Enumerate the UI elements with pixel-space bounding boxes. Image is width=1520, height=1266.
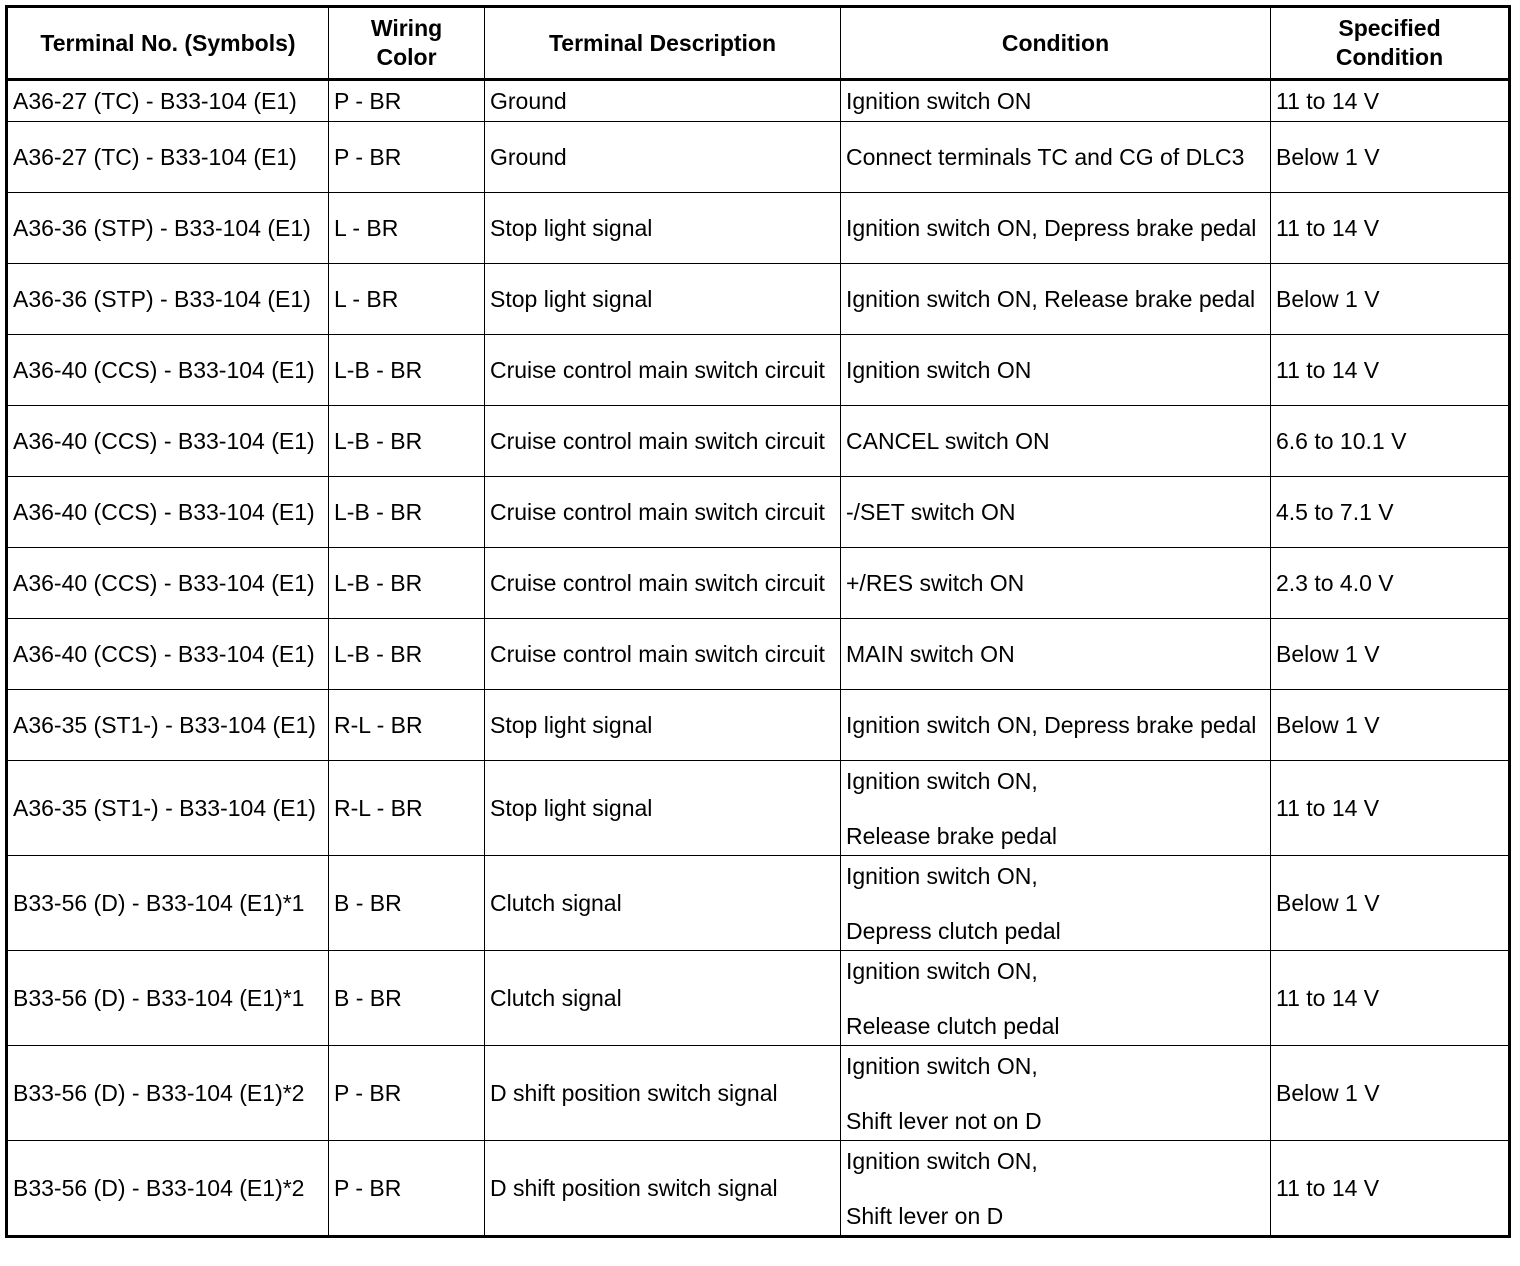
terminal-cell: A36-40 (CCS) - B33-104 (E1)	[7, 477, 329, 548]
specified-cell: Below 1 V	[1271, 122, 1510, 193]
description-cell: Stop light signal	[485, 193, 841, 264]
condition-cell: CANCEL switch ON	[841, 406, 1271, 477]
description-cell: Clutch signal	[485, 856, 841, 951]
condition-cell: Ignition switch ON	[841, 80, 1271, 122]
specified-cell: 2.3 to 4.0 V	[1271, 548, 1510, 619]
description-cell: Cruise control main switch circuit	[485, 335, 841, 406]
wiring-cell: P - BR	[329, 122, 485, 193]
wiring-cell: P - BR	[329, 1141, 485, 1237]
condition-line-1: Ignition switch ON,	[846, 1147, 1038, 1174]
wiring-cell: L - BR	[329, 193, 485, 264]
terminal-cell: A36-40 (CCS) - B33-104 (E1)	[7, 335, 329, 406]
wiring-cell: B - BR	[329, 856, 485, 951]
header-specified-line2: Condition	[1335, 44, 1444, 70]
header-description: Terminal Description	[485, 7, 841, 80]
specified-cell: 11 to 14 V	[1271, 80, 1510, 122]
terminal-cell: A36-35 (ST1-) - B33-104 (E1)	[7, 761, 329, 856]
specified-cell: Below 1 V	[1271, 856, 1510, 951]
condition-line-1: Ignition switch ON,	[846, 767, 1038, 794]
terminal-spec-table	[5, 5, 1511, 1238]
table-row	[7, 122, 1510, 193]
table-row	[7, 264, 1510, 335]
wiring-cell: L-B - BR	[329, 477, 485, 548]
terminal-cell: A36-27 (TC) - B33-104 (E1)	[7, 80, 329, 122]
table-row	[7, 548, 1510, 619]
specified-cell: 11 to 14 V	[1271, 761, 1510, 856]
wiring-cell: P - BR	[329, 80, 485, 122]
condition-cell: -/SET switch ON	[841, 477, 1271, 548]
table-row	[7, 80, 1510, 122]
table-row	[7, 406, 1510, 477]
table-row	[7, 1141, 1510, 1237]
description-cell: Stop light signal	[485, 761, 841, 856]
specified-cell: Below 1 V	[1271, 264, 1510, 335]
description-cell: Cruise control main switch circuit	[485, 548, 841, 619]
description-cell: Cruise control main switch circuit	[485, 619, 841, 690]
specified-cell: Below 1 V	[1271, 1046, 1510, 1141]
terminal-cell: B33-56 (D) - B33-104 (E1)*1	[7, 856, 329, 951]
specified-cell: 11 to 14 V	[1271, 951, 1510, 1046]
description-cell: Ground	[485, 80, 841, 122]
condition-cell: MAIN switch ON	[841, 619, 1271, 690]
terminal-cell: B33-56 (D) - B33-104 (E1)*2	[7, 1141, 329, 1237]
table-row	[7, 619, 1510, 690]
description-cell: Cruise control main switch circuit	[485, 477, 841, 548]
description-cell: Ground	[485, 122, 841, 193]
condition-cell	[841, 1046, 1271, 1141]
description-cell: D shift position switch signal	[485, 1046, 841, 1141]
header-row	[7, 7, 1510, 80]
table-body	[7, 80, 1510, 1237]
wiring-cell: R-L - BR	[329, 690, 485, 761]
header-condition: Condition	[841, 7, 1271, 80]
terminal-cell: A36-40 (CCS) - B33-104 (E1)	[7, 406, 329, 477]
table-row	[7, 951, 1510, 1046]
header-wiring-color	[329, 7, 485, 80]
terminal-cell: A36-40 (CCS) - B33-104 (E1)	[7, 619, 329, 690]
description-cell: Cruise control main switch circuit	[485, 406, 841, 477]
condition-cell	[841, 951, 1271, 1046]
header-wiring-line1: Wiring	[370, 15, 443, 41]
terminal-cell: A36-40 (CCS) - B33-104 (E1)	[7, 548, 329, 619]
specified-cell: 6.6 to 10.1 V	[1271, 406, 1510, 477]
wiring-cell: R-L - BR	[329, 761, 485, 856]
condition-cell: Ignition switch ON, Depress brake pedal	[841, 690, 1271, 761]
table-header	[7, 7, 1510, 80]
table-row	[7, 856, 1510, 951]
wiring-cell: B - BR	[329, 951, 485, 1046]
wiring-cell: L-B - BR	[329, 548, 485, 619]
condition-line-2: Release brake pedal	[846, 822, 1057, 849]
terminal-cell: A36-36 (STP) - B33-104 (E1)	[7, 193, 329, 264]
wiring-cell: L-B - BR	[329, 335, 485, 406]
specified-cell: Below 1 V	[1271, 690, 1510, 761]
terminal-cell: B33-56 (D) - B33-104 (E1)*1	[7, 951, 329, 1046]
condition-line-2: Depress clutch pedal	[846, 917, 1061, 944]
header-specified-condition	[1271, 7, 1510, 80]
table-row	[7, 690, 1510, 761]
condition-cell: +/RES switch ON	[841, 548, 1271, 619]
condition-cell	[841, 761, 1271, 856]
specified-cell: 11 to 14 V	[1271, 1141, 1510, 1237]
description-cell: Stop light signal	[485, 690, 841, 761]
terminal-cell: B33-56 (D) - B33-104 (E1)*2	[7, 1046, 329, 1141]
condition-line-1: Ignition switch ON,	[846, 957, 1038, 984]
wiring-cell: L - BR	[329, 264, 485, 335]
condition-line-1: Ignition switch ON,	[846, 1052, 1038, 1079]
table-row	[7, 335, 1510, 406]
header-wiring-line2: Color	[376, 44, 437, 70]
condition-cell: Ignition switch ON, Depress brake pedal	[841, 193, 1271, 264]
condition-cell	[841, 1141, 1271, 1237]
description-cell: Stop light signal	[485, 264, 841, 335]
table-row	[7, 193, 1510, 264]
header-terminal: Terminal No. (Symbols)	[7, 7, 329, 80]
table-row	[7, 1046, 1510, 1141]
specified-cell: 11 to 14 V	[1271, 335, 1510, 406]
condition-cell	[841, 856, 1271, 951]
description-cell: D shift position switch signal	[485, 1141, 841, 1237]
condition-line-2: Shift lever not on D	[846, 1107, 1042, 1134]
condition-cell: Connect terminals TC and CG of DLC3	[841, 122, 1271, 193]
description-cell: Clutch signal	[485, 951, 841, 1046]
table-row	[7, 477, 1510, 548]
specified-cell: 4.5 to 7.1 V	[1271, 477, 1510, 548]
wiring-cell: L-B - BR	[329, 406, 485, 477]
condition-line-2: Shift lever on D	[846, 1202, 1004, 1229]
condition-cell: Ignition switch ON, Release brake pedal	[841, 264, 1271, 335]
table-row	[7, 761, 1510, 856]
wiring-cell: L-B - BR	[329, 619, 485, 690]
wiring-cell: P - BR	[329, 1046, 485, 1141]
condition-line-1: Ignition switch ON,	[846, 862, 1038, 889]
terminal-cell: A36-36 (STP) - B33-104 (E1)	[7, 264, 329, 335]
terminal-cell: A36-27 (TC) - B33-104 (E1)	[7, 122, 329, 193]
condition-cell: Ignition switch ON	[841, 335, 1271, 406]
specified-cell: 11 to 14 V	[1271, 193, 1510, 264]
specified-cell: Below 1 V	[1271, 619, 1510, 690]
condition-line-2: Release clutch pedal	[846, 1012, 1060, 1039]
header-specified-line1: Specified	[1338, 15, 1441, 41]
terminal-cell: A36-35 (ST1-) - B33-104 (E1)	[7, 690, 329, 761]
